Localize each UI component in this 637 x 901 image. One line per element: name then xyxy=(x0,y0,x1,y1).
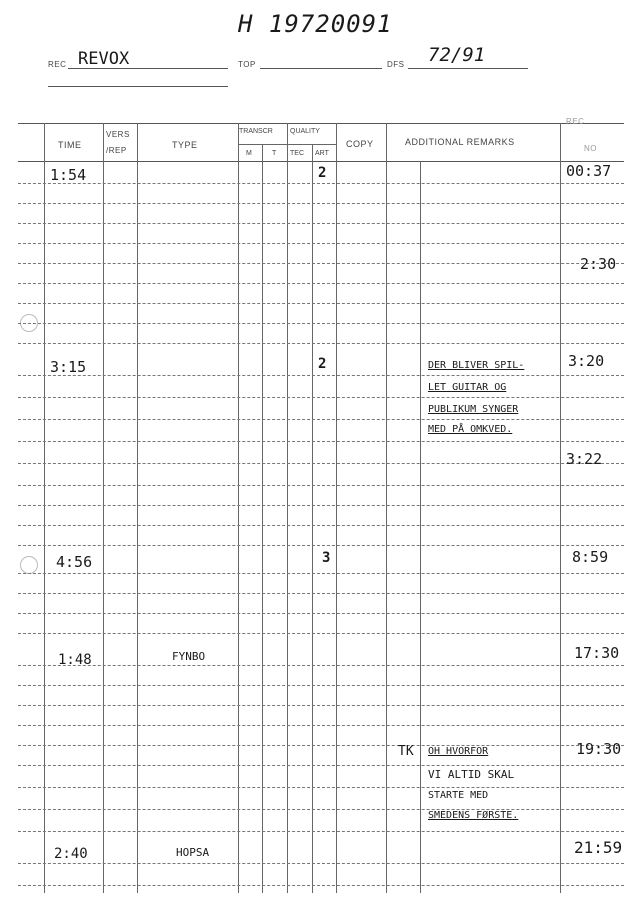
entry-remark-line: SMEDENS FØRSTE. xyxy=(428,810,519,821)
entry-tk: TK xyxy=(398,744,414,759)
entry-rec-no: 19:30 xyxy=(576,740,622,758)
row-line xyxy=(18,463,624,464)
column-header-time: TIME xyxy=(58,140,82,150)
entry-art: 3 xyxy=(322,550,331,566)
row-line xyxy=(18,705,624,706)
column-header-no: NO xyxy=(584,144,597,153)
entry-remark-line: PUBLIKUM SYNGER xyxy=(428,404,519,415)
entry-remark-line: OH HVORFOR xyxy=(428,746,489,757)
row-line xyxy=(18,809,624,810)
col-border-remarks xyxy=(560,123,561,893)
row-line xyxy=(18,545,624,546)
dfs-label: DFS xyxy=(387,60,405,69)
col-border-quality xyxy=(336,123,337,893)
entry-remark-line: LET GUITAR OG xyxy=(428,382,507,393)
dfs-value: 72/91 xyxy=(428,44,486,66)
entry-type: FYNBO xyxy=(172,650,206,663)
column-header-rec: REC xyxy=(566,117,585,126)
table-top-border xyxy=(18,123,624,124)
col-border-time xyxy=(103,123,104,893)
column-header-transcr-m: M xyxy=(246,150,253,157)
row-line xyxy=(18,223,624,224)
row-line xyxy=(18,243,624,244)
header-divider xyxy=(18,161,624,162)
row-line xyxy=(18,375,624,376)
col-border-quality-tec xyxy=(312,144,313,893)
entry-art: 2 xyxy=(318,165,327,181)
row-line xyxy=(18,765,624,766)
entry-rec-no: 2:30 xyxy=(580,255,617,273)
column-header-remarks: ADDITIONAL REMARKS xyxy=(405,137,515,147)
row-line xyxy=(18,505,624,506)
entry-remark-line: MED PÅ OMKVED. xyxy=(428,424,513,435)
row-line xyxy=(18,613,624,614)
entry-rec-no: 00:37 xyxy=(566,162,612,180)
row-line xyxy=(18,685,624,686)
row-line xyxy=(18,787,624,788)
row-line xyxy=(18,633,624,634)
row-line xyxy=(18,885,624,886)
row-line xyxy=(18,419,624,420)
column-header-rep: /REP xyxy=(106,146,127,155)
entry-rec-no: 17:30 xyxy=(574,644,620,662)
column-header-quality: QUALITY xyxy=(290,128,320,135)
row-line xyxy=(18,203,624,204)
row-line xyxy=(18,283,624,284)
entry-time: 1:48 xyxy=(58,652,92,668)
row-line xyxy=(18,303,624,304)
rec-value: REVOX xyxy=(78,49,130,69)
entry-type: HOPSA xyxy=(176,846,210,859)
entry-rec-no: 3:22 xyxy=(566,450,603,468)
row-line xyxy=(18,263,624,264)
col-border-type xyxy=(238,123,239,893)
column-header-transcr-t: T xyxy=(272,150,277,157)
top-label: TOP xyxy=(238,60,256,69)
entry-time: 4:56 xyxy=(56,553,93,571)
rec-label: REC xyxy=(48,60,67,69)
archive-number: H 19720091 xyxy=(238,10,393,38)
row-line xyxy=(18,441,624,442)
row-line xyxy=(18,343,624,344)
entry-remark-line: STARTE MED xyxy=(428,790,489,801)
row-line xyxy=(18,323,624,324)
row-line xyxy=(18,665,624,666)
row-line xyxy=(18,745,624,746)
column-header-quality-art: ART xyxy=(315,150,329,157)
entry-remark-line: DER BLIVER SPIL- xyxy=(428,360,525,371)
row-line xyxy=(18,863,624,864)
entry-time: 1:54 xyxy=(50,166,87,184)
row-line xyxy=(18,725,624,726)
col-border-transcr-m xyxy=(262,144,263,893)
entry-time: 3:15 xyxy=(50,358,87,376)
col-border-vers xyxy=(137,123,138,893)
row-line xyxy=(18,831,624,832)
entry-remark-line: VI ALTID SKAL xyxy=(428,768,515,781)
column-header-quality-tec: TEC xyxy=(290,150,304,157)
column-header-copy: COPY xyxy=(346,139,374,149)
col-border-copy xyxy=(386,123,387,893)
column-header-type: TYPE xyxy=(172,140,198,150)
entry-rec-no: 3:20 xyxy=(568,352,605,370)
entry-art: 2 xyxy=(318,356,327,372)
row-line xyxy=(18,593,624,594)
entry-time: 2:40 xyxy=(54,846,88,862)
row-line xyxy=(18,573,624,574)
row-line xyxy=(18,397,624,398)
col-border-left xyxy=(44,123,45,893)
row-line xyxy=(18,525,624,526)
column-header-transcr: TRANSCR xyxy=(239,128,273,135)
col-border-transcr xyxy=(287,123,288,893)
entry-rec-no: 8:59 xyxy=(572,548,609,566)
col-border-remarks-inner xyxy=(420,161,421,893)
row-line xyxy=(18,485,624,486)
row-line xyxy=(18,183,624,184)
column-header-vers: VERS xyxy=(106,130,130,139)
entry-rec-no: 21:59 xyxy=(574,838,623,857)
